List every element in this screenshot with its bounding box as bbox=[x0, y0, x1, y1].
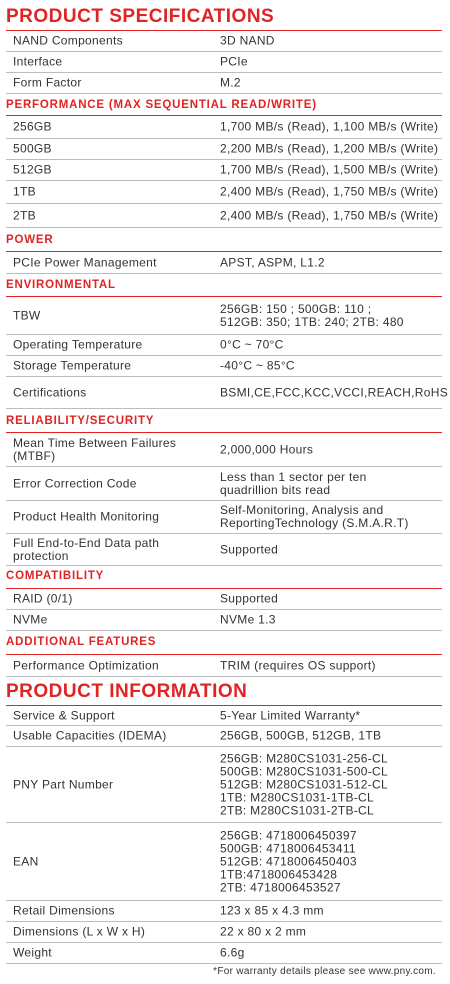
row-value: 2,400 MB/s (Read), 1,750 MB/s (Write) bbox=[220, 208, 439, 222]
additional-features-section-title: ADDITIONAL FEATURES bbox=[6, 636, 157, 648]
row-value: Self-Monitoring, Analysis and ReportingTechnology (S.M.A.R.T) bbox=[220, 503, 409, 530]
row-value: APST, ASPM, L1.2 bbox=[220, 255, 325, 269]
row-label: 500GB bbox=[13, 141, 52, 156]
row-value: 3D NAND bbox=[220, 33, 275, 48]
row-label: Product Health Monitoring bbox=[13, 509, 160, 524]
spec-row-interface bbox=[6, 52, 442, 73]
row-label: Retail Dimensions bbox=[13, 903, 115, 918]
row-value: M.2 bbox=[220, 75, 241, 90]
row-label: Dimensions (L x W x H) bbox=[13, 924, 146, 939]
row-value: 1,700 MB/s (Read), 1,100 MB/s (Write) bbox=[220, 119, 439, 134]
row-label: Performance Optimization bbox=[13, 658, 159, 672]
environmental-section-title: ENVIRONMENTAL bbox=[6, 279, 116, 291]
row-value: 0°C ~ 70°C bbox=[220, 337, 284, 352]
reliability-section-title: RELIABILITY/SECURITY bbox=[6, 415, 155, 427]
row-label: Mean Time Between Failures (MTBF) bbox=[13, 435, 177, 463]
row-label: NAND Components bbox=[13, 33, 123, 48]
row-label: Interface bbox=[13, 54, 63, 69]
row-value: PCIe bbox=[220, 54, 248, 69]
info-row-usable-capacities bbox=[6, 726, 442, 747]
row-label: 512GB bbox=[13, 162, 52, 177]
row-label: 1TB bbox=[13, 184, 36, 199]
warranty-footnote: *For warranty details please see www.pny.com. bbox=[213, 966, 436, 977]
spec-row-end-to-end-data-path-protection bbox=[6, 534, 442, 566]
row-label: Error Correction Code bbox=[13, 476, 137, 490]
spec-row-2tb bbox=[6, 204, 442, 228]
row-label: PNY Part Number bbox=[13, 777, 114, 791]
row-value: 256GB: 150 ; 500GB: 110 ; 512GB: 350; 1TB: 240; 2TB: 480 bbox=[220, 301, 404, 329]
spec-row-tbw bbox=[6, 297, 442, 335]
row-value: 2,200 MB/s (Read), 1,200 MB/s (Write) bbox=[220, 141, 439, 156]
row-label: PCIe Power Management bbox=[13, 255, 157, 269]
info-row-pny-part-number bbox=[6, 747, 442, 823]
row-label: EAN bbox=[13, 854, 39, 868]
spec-row-form-factor bbox=[6, 73, 442, 94]
info-row-retail-dimensions bbox=[6, 901, 442, 922]
power-section-title: POWER bbox=[6, 234, 54, 246]
performance-section-title: PERFORMANCE (MAX SEQUENTIAL READ/WRITE) bbox=[6, 99, 317, 111]
row-label: Weight bbox=[13, 945, 52, 960]
spec-row-error-correction-code bbox=[6, 467, 442, 501]
spec-row-nvme bbox=[6, 610, 442, 631]
spec-row-storage-temperature bbox=[6, 356, 442, 377]
compatibility-section-title: COMPATIBILITY bbox=[6, 570, 105, 582]
row-value: 256GB: 4718006450397 500GB: 4718006453411 512GB: 4718006450403 1TB:4718006453428 2TB: 4718006453527 bbox=[220, 828, 357, 894]
row-value: Less than 1 sector per ten quadrillion bits read bbox=[220, 469, 367, 497]
row-label: Operating Temperature bbox=[13, 337, 143, 352]
row-label: Full End-to-End Data path protection bbox=[13, 535, 160, 563]
row-value: BSMI,CE,FCC,KCC,VCCI,REACH,RoHS bbox=[220, 385, 448, 399]
spec-row-product-health-monitoring bbox=[6, 501, 442, 534]
spec-row-pcie-power-management bbox=[6, 252, 442, 274]
product-information-title: PRODUCT INFORMATION bbox=[6, 681, 248, 702]
row-value: NVMe 1.3 bbox=[220, 612, 276, 627]
product-specifications-title: PRODUCT SPECIFICATIONS bbox=[6, 6, 275, 27]
row-label: Storage Temperature bbox=[13, 358, 132, 373]
spec-row-256gb bbox=[6, 116, 442, 139]
row-value: 2,000,000 Hours bbox=[220, 442, 314, 456]
info-row-dimensions bbox=[6, 922, 442, 943]
info-row-service-support bbox=[6, 706, 442, 726]
spec-row-certifications bbox=[6, 377, 448, 409]
row-value: Supported bbox=[220, 591, 279, 606]
row-value: 2,400 MB/s (Read), 1,750 MB/s (Write) bbox=[220, 184, 439, 199]
row-value: 256GB: M280CS1031-256-CL 500GB: M280CS1031-500-CL 512GB: M280CS1031-512-CL 1TB: M280CS1031-1TB-CL 2TB: M280CS1031-2TB-CL bbox=[220, 751, 388, 817]
spec-row-512gb bbox=[6, 160, 442, 181]
row-label: 256GB bbox=[13, 119, 52, 134]
info-row-ean bbox=[6, 823, 442, 901]
spec-row-operating-temperature bbox=[6, 335, 442, 356]
row-label: RAID (0/1) bbox=[13, 591, 73, 606]
row-value: 6.6g bbox=[220, 945, 245, 960]
row-label: NVMe bbox=[13, 612, 48, 627]
row-label: Form Factor bbox=[13, 75, 82, 90]
row-value: 22 x 80 x 2 mm bbox=[220, 924, 307, 939]
row-value: 256GB, 500GB, 512GB, 1TB bbox=[220, 728, 382, 743]
spec-row-mtbf bbox=[6, 433, 442, 467]
spec-row-1tb bbox=[6, 181, 442, 204]
row-value: -40°C ~ 85°C bbox=[220, 358, 295, 373]
info-row-weight bbox=[6, 943, 442, 964]
row-value: TRIM (requires OS support) bbox=[220, 658, 376, 672]
row-label: Usable Capacities (IDEMA) bbox=[13, 728, 167, 743]
spec-row-performance-optimization bbox=[6, 655, 442, 677]
spec-row-raid bbox=[6, 589, 442, 610]
row-label: Service & Support bbox=[13, 708, 115, 722]
row-value: 5-Year Limited Warranty* bbox=[220, 708, 361, 722]
row-value: 123 x 85 x 4.3 mm bbox=[220, 903, 324, 918]
row-value: 1,700 MB/s (Read), 1,500 MB/s (Write) bbox=[220, 162, 439, 177]
row-label: 2TB bbox=[13, 208, 36, 222]
row-value: Supported bbox=[220, 542, 279, 556]
row-label: Certifications bbox=[13, 385, 87, 399]
spec-row-500gb bbox=[6, 139, 442, 160]
row-label: TBW bbox=[13, 308, 41, 322]
spec-row-nand-components bbox=[6, 31, 442, 52]
